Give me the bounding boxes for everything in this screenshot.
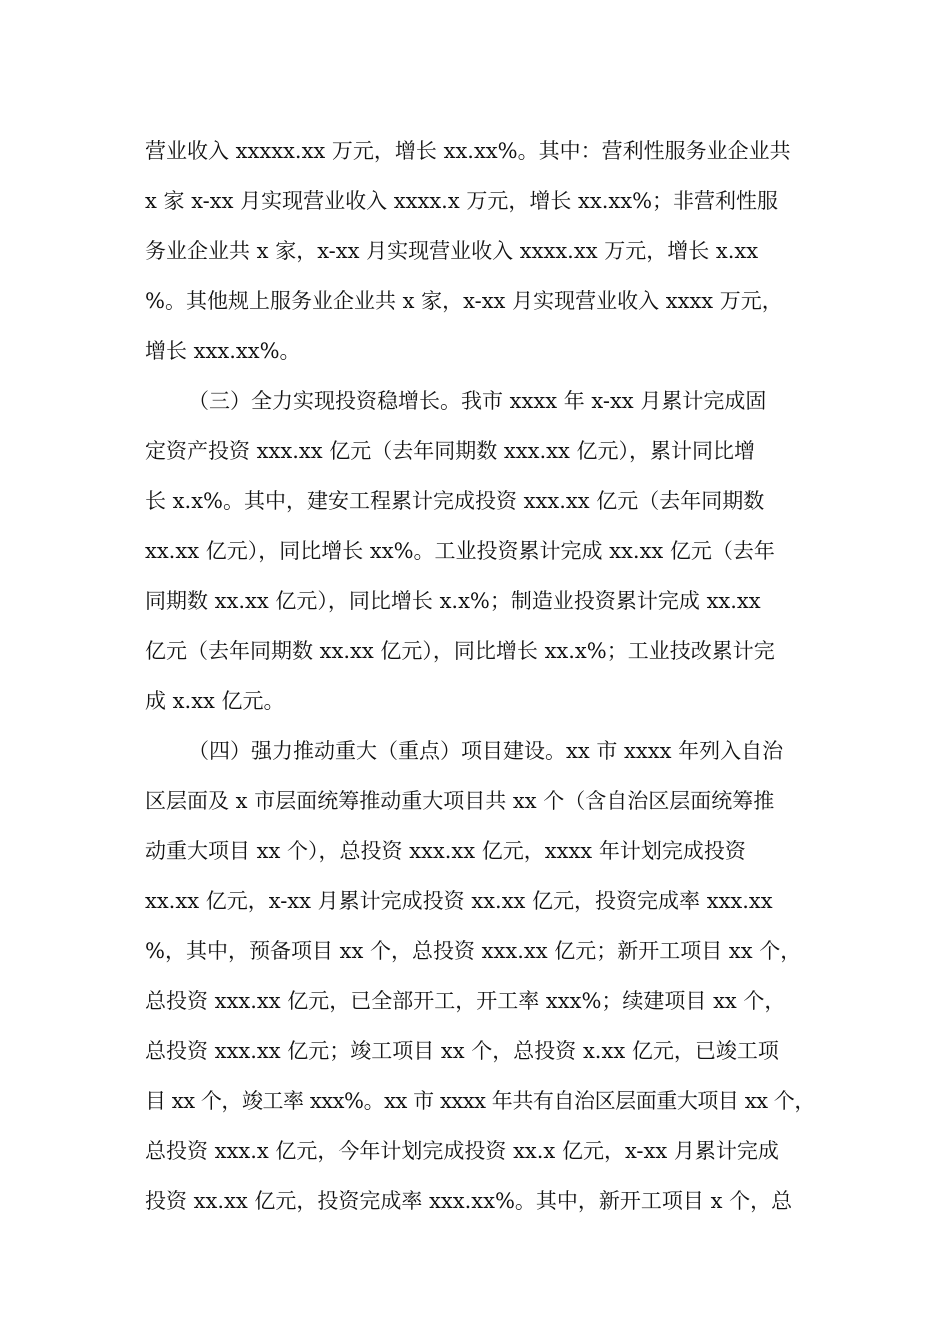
text-line: x 家 x-xx 月实现营业收入 xxxx.x 万元，增长 xx.xx%；非营利性服 bbox=[145, 189, 779, 213]
text-line: 定资产投资 xxx.xx 亿元（去年同期数 xxx.xx 亿元），累计同比增 bbox=[145, 439, 755, 463]
text-line: 区层面及 x 市层面统筹推动重大项目共 xx 个（含自治区层面统筹推 bbox=[145, 789, 775, 813]
text-line: 目 xx 个，竣工率 xxx%。xx 市 xxxx 年共有自治区层面重大项目 xx 个， bbox=[145, 1089, 815, 1113]
text-line: 总投资 xxx.x 亿元，今年计划完成投资 xx.x 亿元，x-xx 月累计完成 bbox=[145, 1139, 779, 1163]
text-line: 投资 xx.xx 亿元，投资完成率 xxx.xx%。其中，新开工项目 x 个，总 bbox=[145, 1189, 793, 1213]
text-line: 成 x.xx 亿元。 bbox=[145, 689, 285, 713]
text-line: xx.xx 亿元，x-xx 月累计完成投资 xx.xx 亿元，投资完成率 xxx.xx bbox=[145, 889, 773, 913]
text-line: 增长 xxx.xx%。 bbox=[145, 339, 301, 363]
text-line: %，其中，预备项目 xx 个，总投资 xxx.xx 亿元；新开工项目 xx 个， bbox=[145, 939, 802, 963]
text-line: 同期数 xx.xx 亿元），同比增长 x.x%；制造业投资累计完成 xx.xx bbox=[145, 589, 761, 613]
text-line: 务业企业共 x 家，x-xx 月实现营业收入 xxxx.xx 万元，增长 x.xx bbox=[145, 239, 759, 263]
paragraph-heading-line: （三）全力实现投资稳增长。我市 xxxx 年 x-xx 月累计完成固 bbox=[188, 389, 767, 413]
text-line: %。其他规上服务业企业共 x 家，x-xx 月实现营业收入 xxxx 万元， bbox=[145, 289, 783, 313]
text-line: 动重大项目 xx 个），总投资 xxx.xx 亿元，xxxx 年计划完成投资 bbox=[145, 839, 746, 863]
text-line: 总投资 xxx.xx 亿元；竣工项目 xx 个，总投资 x.xx 亿元，已竣工项 bbox=[145, 1039, 779, 1063]
text-line: xx.xx 亿元），同比增长 xx%。工业投资累计完成 xx.xx 亿元（去年 bbox=[145, 539, 775, 563]
text-line: 营业收入 xxxxx.xx 万元，增长 xx.xx%。其中：营利性服务业企业共 bbox=[145, 139, 791, 163]
text-line: 亿元（去年同期数 xx.xx 亿元），同比增长 xx.x%；工业技改累计完 bbox=[145, 639, 775, 663]
paragraph-heading-line: （四）强力推动重大（重点）项目建设。xx 市 xxxx 年列入自治 bbox=[188, 739, 784, 763]
text-line: 长 x.x%。其中，建安工程累计完成投资 xxx.xx 亿元（去年同期数 bbox=[145, 489, 765, 513]
text-line: 总投资 xxx.xx 亿元，已全部开工，开工率 xxx%；续建项目 xx 个， bbox=[145, 989, 786, 1013]
